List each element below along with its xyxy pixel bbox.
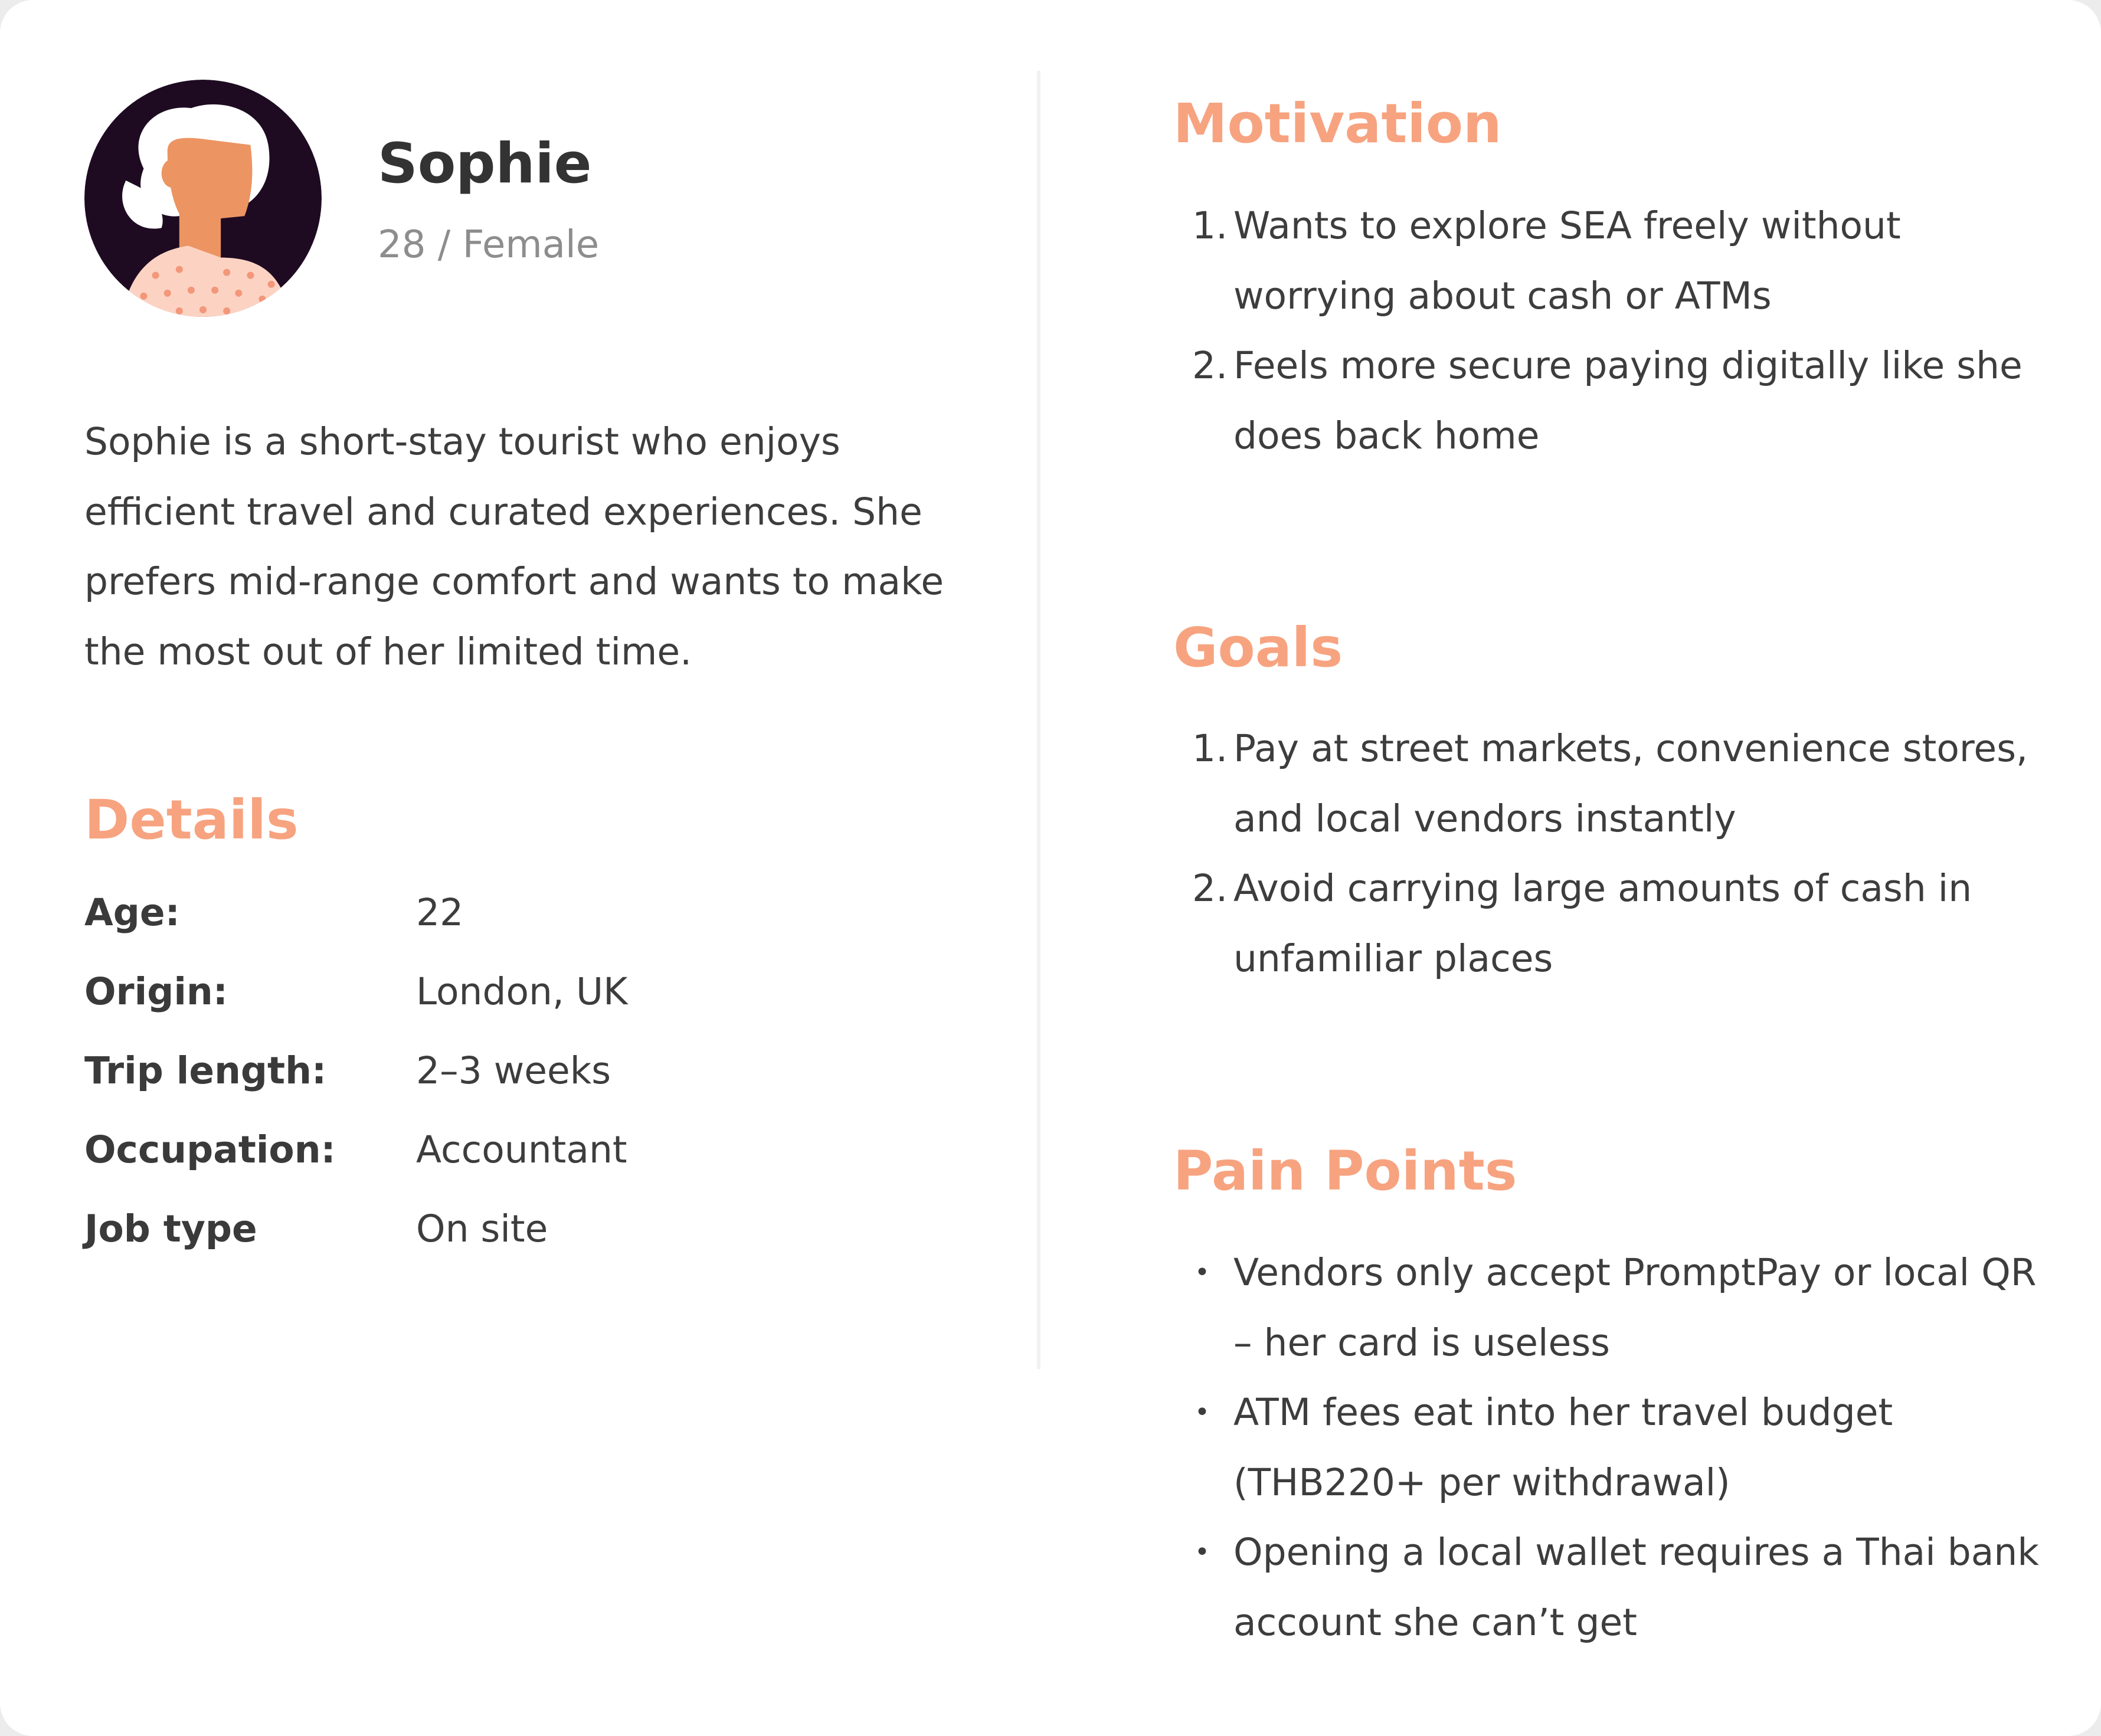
goals-heading: Goals xyxy=(1173,616,1343,679)
detail-value: Accountant xyxy=(416,1128,627,1171)
bullet-icon: • xyxy=(1195,1537,1210,1567)
details-heading: Details xyxy=(84,788,299,851)
woman-avatar-icon xyxy=(84,80,322,317)
list-item xyxy=(1174,1518,2048,1658)
list-item-text: Pay at street markets, convenience stores, and local vendors instantly xyxy=(1233,727,2028,840)
detail-label: Trip length: xyxy=(84,1049,327,1092)
motivation-heading: Motivation xyxy=(1173,92,1502,155)
details-table xyxy=(84,873,627,1269)
bullet-icon: • xyxy=(1195,1257,1210,1288)
list-item-text: Wants to explore SEA freely without worrying about cash or ATMs xyxy=(1233,204,1901,317)
detail-value: 22 xyxy=(416,891,464,934)
list-item-text: Opening a local wallet requires a Thai bank account she can’t get xyxy=(1233,1531,2039,1644)
details-row-origin xyxy=(84,952,627,1031)
detail-label: Origin: xyxy=(84,970,228,1013)
list-item xyxy=(1174,854,2048,994)
motivation-list xyxy=(1174,191,2048,471)
detail-label: Occupation: xyxy=(84,1128,336,1171)
list-item xyxy=(1174,1238,2048,1378)
detail-value: On site xyxy=(416,1207,548,1250)
details-row-age xyxy=(84,873,627,952)
detail-value: 2–3 weeks xyxy=(416,1049,611,1092)
list-item xyxy=(1174,714,2048,854)
list-marker: 2. xyxy=(1192,867,1228,910)
pain-points-heading: Pain Points xyxy=(1173,1139,1517,1203)
list-marker: 2. xyxy=(1192,344,1228,387)
list-marker: 1. xyxy=(1192,204,1228,247)
list-item-text: Avoid carrying large amounts of cash in unfamiliar places xyxy=(1233,867,1972,980)
list-item-text: ATM fees eat into her travel budget (THB220+ per withdrawal) xyxy=(1233,1391,1893,1504)
list-marker: 1. xyxy=(1192,727,1228,770)
list-item xyxy=(1174,191,2048,331)
list-item xyxy=(1174,331,2048,471)
details-row-trip-length xyxy=(84,1031,627,1111)
bullet-icon: • xyxy=(1195,1397,1210,1427)
persona-age-gender: 28 / Female xyxy=(378,223,600,267)
persona-bio: Sophie is a short-stay tourist who enjoys efficient travel and curated experiences. She prefers mid-range comfort and wants to make the most out of her limited time. xyxy=(84,420,944,673)
pain-points-list xyxy=(1174,1238,2048,1658)
list-item-text: Vendors only accept PromptPay or local QR – her card is useless xyxy=(1233,1251,2037,1364)
details-row-job-type xyxy=(84,1190,627,1269)
detail-label: Age: xyxy=(84,891,180,934)
details-row-occupation xyxy=(84,1111,627,1190)
detail-label: Job type xyxy=(84,1207,257,1250)
column-divider xyxy=(1037,71,1040,1369)
detail-value: London, UK xyxy=(416,970,628,1013)
list-item xyxy=(1174,1378,2048,1518)
list-item-text: Feels more secure paying digitally like she does back home xyxy=(1233,344,2023,457)
goals-list xyxy=(1174,714,2048,994)
persona-name: Sophie xyxy=(378,132,592,196)
